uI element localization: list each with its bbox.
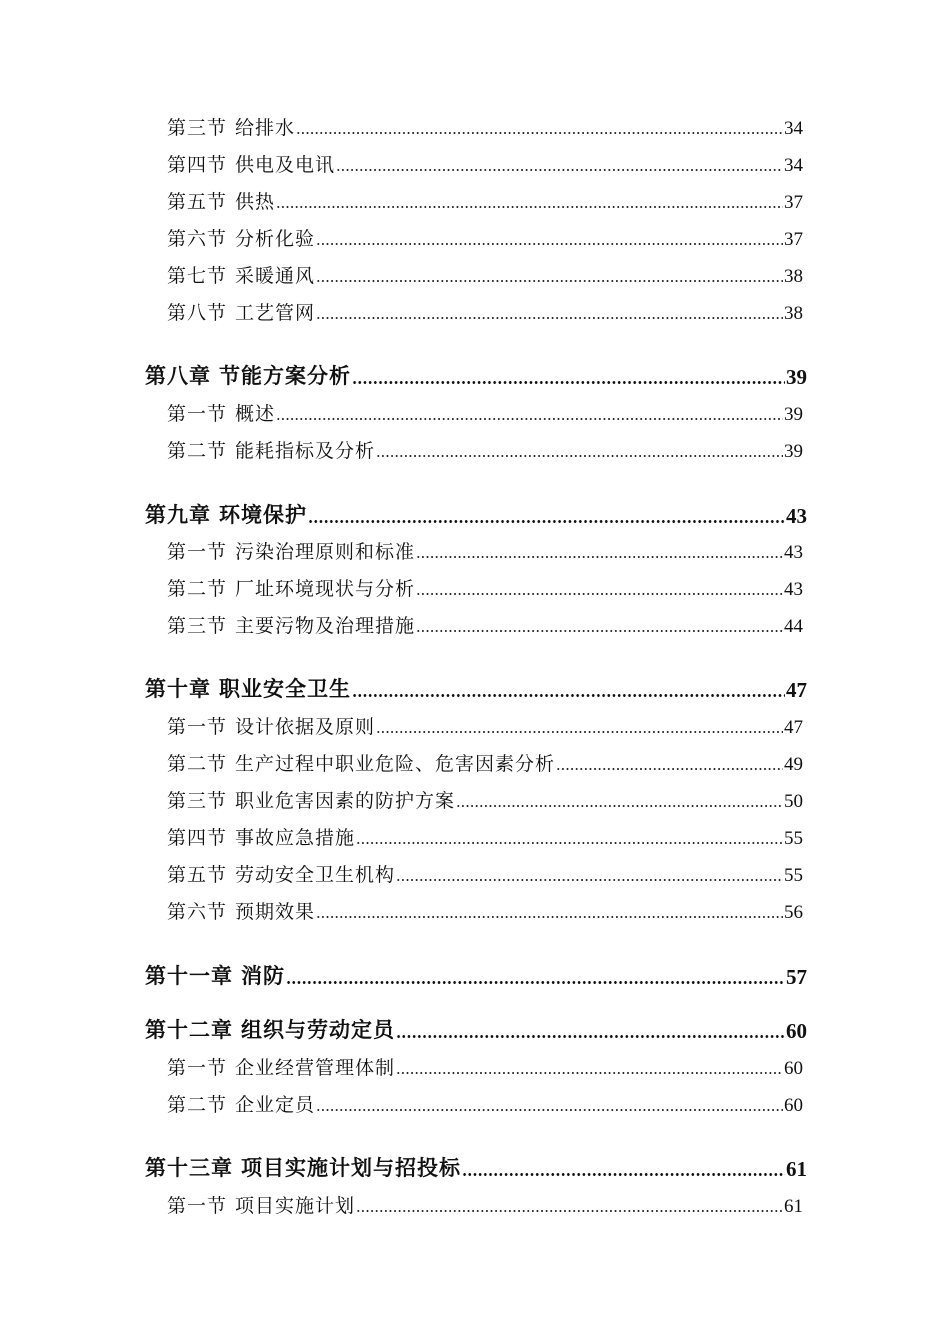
- section-title: 职业危害因素的防护方案: [235, 790, 456, 812]
- section-number: 第三节: [167, 117, 228, 139]
- dot-leader: [286, 981, 785, 984]
- toc-entry-section[interactable]: [167, 857, 803, 887]
- section-title: 企业经营管理体制: [235, 1057, 396, 1079]
- page-number: 37: [784, 229, 803, 250]
- toc-entry-section[interactable]: [167, 608, 803, 638]
- page-number: 39: [786, 365, 807, 389]
- section-title: 污染治理原则和标准: [235, 541, 416, 563]
- toc-entry-section[interactable]: [167, 709, 803, 739]
- section-number: 第七节: [167, 265, 228, 287]
- page-number: 56: [784, 902, 803, 923]
- chapter-title: 消防: [241, 963, 285, 988]
- toc-entry-section[interactable]: [167, 221, 803, 251]
- toc-entry-section[interactable]: [167, 783, 803, 813]
- page-number: 50: [784, 791, 803, 812]
- chapter-title: 职业安全卫生: [219, 676, 351, 701]
- section-number: 第三节: [167, 615, 228, 637]
- toc-entry-chapter[interactable]: [145, 1152, 807, 1182]
- dot-leader: [462, 1173, 785, 1176]
- section-title: 分析化验: [235, 228, 316, 250]
- dot-leader: [356, 842, 783, 844]
- section-number: 第四节: [167, 827, 228, 849]
- page-number: 49: [784, 754, 803, 775]
- section-number: 第三节: [167, 790, 228, 812]
- page-number: 43: [784, 542, 803, 563]
- page-number: 47: [786, 678, 807, 702]
- page-number: 39: [784, 404, 803, 425]
- section-number: 第一节: [167, 403, 228, 425]
- page-number: 38: [784, 303, 803, 324]
- page-number: 44: [784, 616, 803, 637]
- toc-entry-chapter[interactable]: [145, 360, 807, 390]
- page-number: 34: [784, 118, 803, 139]
- section-title: 给排水: [235, 117, 296, 139]
- section-title: 能耗指标及分析: [235, 440, 376, 462]
- toc-entry-section[interactable]: [167, 433, 803, 463]
- dot-leader: [396, 1035, 785, 1038]
- page-number: 60: [784, 1095, 803, 1116]
- section-title: 设计依据及原则: [235, 716, 376, 738]
- chapter-title: 项目实施计划与招投标: [241, 1155, 461, 1180]
- section-number: 第二节: [167, 1094, 228, 1116]
- toc-entry-section[interactable]: [167, 820, 803, 850]
- page-number: 60: [784, 1058, 803, 1079]
- dot-leader: [396, 1072, 783, 1074]
- section-number: 第二节: [167, 753, 228, 775]
- toc-entry-section[interactable]: [167, 1188, 803, 1218]
- page-number: 39: [784, 441, 803, 462]
- chapter-number: 第十章: [145, 676, 211, 701]
- dot-leader: [316, 280, 783, 282]
- dot-leader: [276, 206, 783, 208]
- dot-leader: [376, 455, 783, 457]
- page-number: 61: [784, 1196, 803, 1217]
- page-number: 43: [786, 504, 807, 528]
- page-number: 34: [784, 155, 803, 176]
- section-title: 供电及电讯: [235, 154, 336, 176]
- toc-entry-section[interactable]: [167, 1087, 803, 1117]
- section-number: 第一节: [167, 1057, 228, 1079]
- section-number: 第一节: [167, 541, 228, 563]
- section-number: 第五节: [167, 864, 228, 886]
- section-title: 采暖通风: [235, 265, 316, 287]
- section-number: 第一节: [167, 716, 228, 738]
- section-number: 第四节: [167, 154, 228, 176]
- toc-entry-section[interactable]: [167, 258, 803, 288]
- dot-leader: [316, 916, 783, 918]
- toc-entry-section[interactable]: [167, 110, 803, 140]
- toc-entry-section[interactable]: [167, 184, 803, 214]
- dot-leader: [316, 317, 783, 319]
- toc-entry-section[interactable]: [167, 746, 803, 776]
- page-number: 37: [784, 192, 803, 213]
- dot-leader: [276, 418, 783, 420]
- section-number: 第二节: [167, 578, 228, 600]
- section-title: 事故应急措施: [235, 827, 356, 849]
- page-number: 55: [784, 865, 803, 886]
- section-number: 第六节: [167, 228, 228, 250]
- page-number: 61: [786, 1157, 807, 1181]
- dot-leader: [396, 879, 783, 881]
- toc-entry-section[interactable]: [167, 1050, 803, 1080]
- section-title: 劳动安全卫生机构: [235, 864, 396, 886]
- chapter-number: 第十三章: [145, 1155, 233, 1180]
- dot-leader: [352, 381, 785, 384]
- section-title: 供热: [235, 191, 276, 213]
- section-title: 概述: [235, 403, 276, 425]
- toc-entry-section[interactable]: [167, 534, 803, 564]
- page-number: 57: [786, 965, 807, 989]
- page-number: 55: [784, 828, 803, 849]
- dot-leader: [556, 768, 783, 770]
- dot-leader: [416, 593, 783, 595]
- chapter-title: 组织与劳动定员: [241, 1017, 395, 1042]
- section-number: 第二节: [167, 440, 228, 462]
- section-number: 第六节: [167, 901, 228, 923]
- toc-entry-chapter[interactable]: [145, 1014, 807, 1044]
- toc-entry-section[interactable]: [167, 295, 803, 325]
- section-title: 厂址环境现状与分析: [235, 578, 416, 600]
- chapter-title: 环境保护: [219, 502, 307, 527]
- dot-leader: [456, 805, 783, 807]
- section-title: 项目实施计划: [235, 1195, 356, 1217]
- dot-leader: [316, 1109, 783, 1111]
- dot-leader: [416, 556, 783, 558]
- page-number: 60: [786, 1019, 807, 1043]
- section-number: 第八节: [167, 302, 228, 324]
- toc-entry-chapter[interactable]: [145, 499, 807, 529]
- section-title: 主要污物及治理措施: [235, 615, 416, 637]
- dot-leader: [336, 169, 783, 171]
- dot-leader: [296, 132, 783, 134]
- dot-leader: [416, 630, 783, 632]
- section-title: 企业定员: [235, 1094, 316, 1116]
- chapter-title: 节能方案分析: [219, 363, 351, 388]
- dot-leader: [308, 520, 785, 523]
- toc-entry-section[interactable]: [167, 894, 803, 924]
- section-title: 生产过程中职业危险、危害因素分析: [235, 753, 556, 775]
- chapter-number: 第八章: [145, 363, 211, 388]
- section-title: 工艺管网: [235, 302, 316, 324]
- chapter-number: 第十一章: [145, 963, 233, 988]
- section-number: 第一节: [167, 1195, 228, 1217]
- dot-leader: [356, 1210, 783, 1212]
- section-number: 第五节: [167, 191, 228, 213]
- page-number: 38: [784, 266, 803, 287]
- page-number: 43: [784, 579, 803, 600]
- section-title: 预期效果: [235, 901, 316, 923]
- toc-entry-section[interactable]: [167, 571, 803, 601]
- dot-leader: [376, 731, 783, 733]
- toc-entry-section[interactable]: [167, 147, 803, 177]
- toc-entry-chapter[interactable]: [145, 960, 807, 990]
- page-number: 47: [784, 717, 803, 738]
- toc-entry-section[interactable]: [167, 396, 803, 426]
- dot-leader: [352, 694, 785, 697]
- toc-entry-chapter[interactable]: [145, 673, 807, 703]
- chapter-number: 第十二章: [145, 1017, 233, 1042]
- dot-leader: [316, 243, 783, 245]
- chapter-number: 第九章: [145, 502, 211, 527]
